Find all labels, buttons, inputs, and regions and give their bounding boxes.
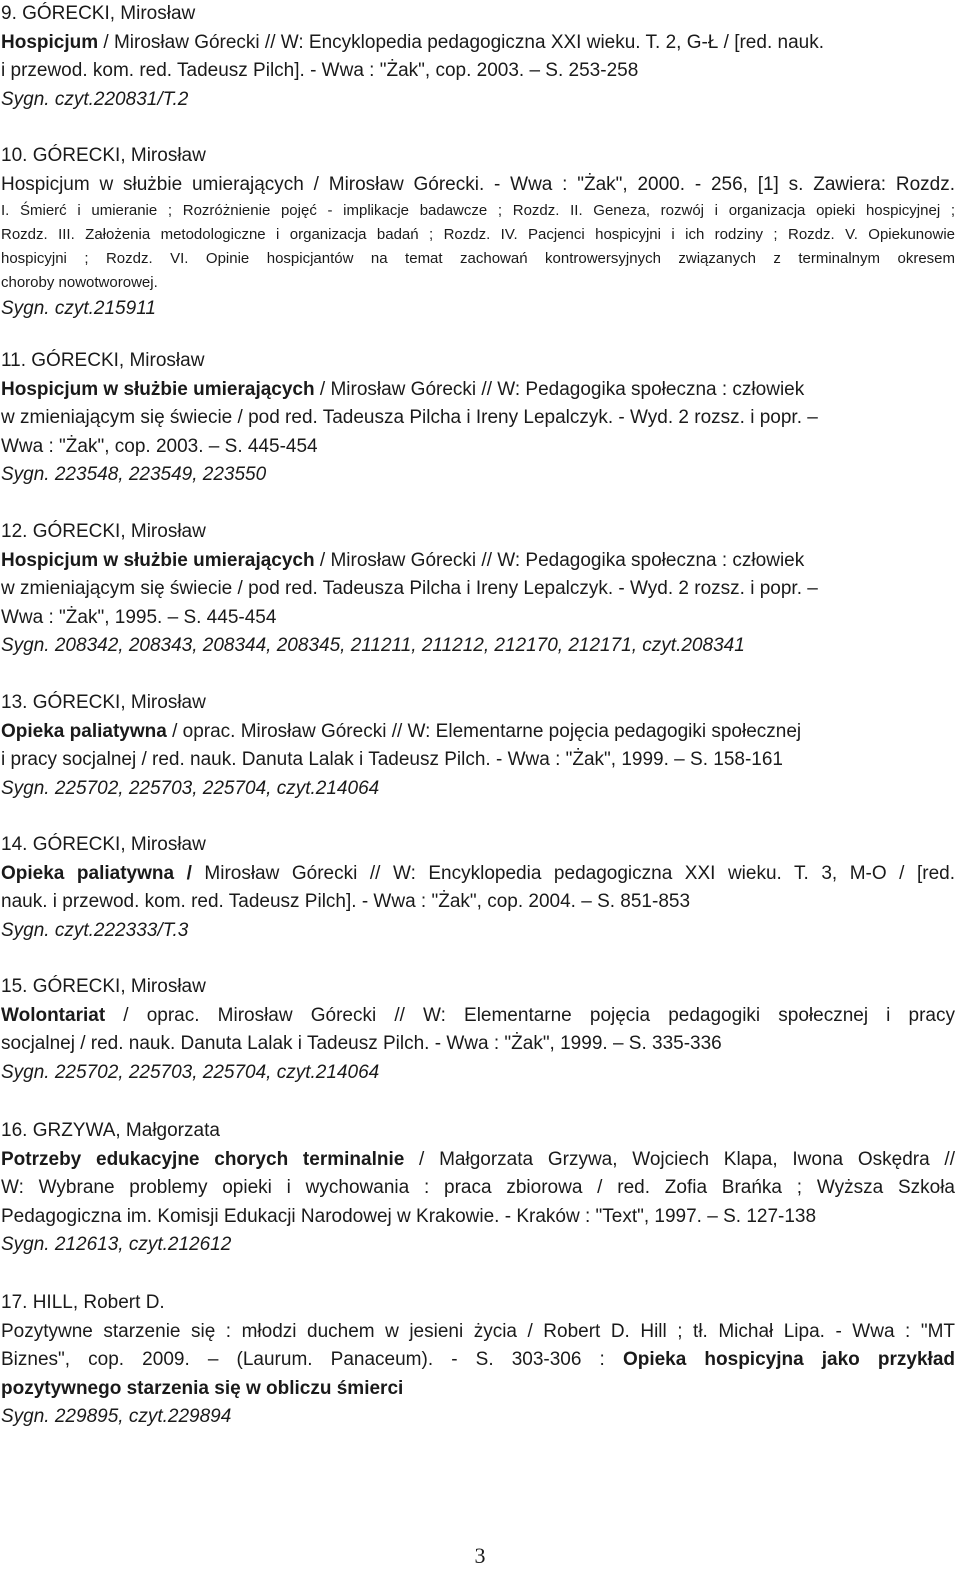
contents-note-line: Rozdz. III. Założenia metodologiczne i organizacja badań ; Rozdz. IV. Pacjenci hospicyjni i ich rodziny ; Rozdz. V. Opiekunowie xyxy=(1,226,955,243)
entry-text: Wwa : "Żak", cop. 2003. – S. 445-454 xyxy=(1,435,318,457)
entry-description-line xyxy=(1,1375,955,1404)
entry-description-line xyxy=(1,575,955,604)
entry-description-line xyxy=(1,376,955,405)
call-number: Sygn. 223548, 223549, 223550 xyxy=(1,464,267,485)
entry-text: socjalnej / red. nauk. Danuta Lalak i Tadeusz Pilch. - Wwa : "Żak", 1999. – S. 335-336 xyxy=(1,1033,722,1054)
entry-heading: 15. GÓRECKI, Mirosław xyxy=(1,976,206,997)
bibliography-entry xyxy=(1,973,955,1087)
entry-text: nauk. i przewod. kom. red. Tadeusz Pilch]. - Wwa : "Żak", cop. 2004. – S. 851-853 xyxy=(1,891,691,912)
entry-heading: 16. GRZYWA, Małgorzata xyxy=(1,1120,220,1141)
entry-title-text: Hospicjum w służbie umierających xyxy=(1,549,315,571)
bibliography-entry xyxy=(1,1117,955,1260)
entry-text: i pracy socjalnej / red. nauk. Danuta Lalak i Tadeusz Pilch. - Wwa : "Żak", 1999. – S. 158-161 xyxy=(1,749,783,770)
entry-heading: 12. GÓRECKI, Mirosław xyxy=(1,521,206,542)
entry-title-text: pozytywnego starzenia się w obliczu śmierci xyxy=(1,1377,404,1399)
bibliography-entry xyxy=(1,347,955,490)
bibliography-entry xyxy=(1,518,955,661)
call-number: Sygn. 229895, czyt.229894 xyxy=(1,1406,232,1427)
entry-description-line xyxy=(1,604,955,633)
call-number: Sygn. czyt.220831/T.2 xyxy=(1,88,189,110)
entry-description-line xyxy=(1,171,955,200)
entry-contents-note xyxy=(1,199,955,295)
entry-heading: 17. HILL, Robert D. xyxy=(1,1292,165,1313)
contents-note-line: choroby nowotworowej. xyxy=(1,274,158,291)
entry-text: Wwa : "Żak", 1995. – S. 445-454 xyxy=(1,606,277,628)
entry-description-line xyxy=(1,860,955,889)
entry-description-line xyxy=(1,746,955,775)
entry-heading: 10. GÓRECKI, Mirosław xyxy=(1,145,206,166)
entry-text: Hospicjum w służbie umierających / Mirosław Górecki. - Wwa : "Żak", 2000. - 256, [1] s. Zawiera: Rozdz. xyxy=(1,173,955,195)
call-number: Sygn. 225702, 225703, 225704, czyt.214064 xyxy=(1,777,380,799)
entry-text: / Mirosław Górecki // W: Pedagogika społeczna : człowiek xyxy=(314,549,805,571)
entry-description-line xyxy=(1,1346,955,1375)
entry-text: i przewod. kom. red. Tadeusz Pilch]. - Wwa : "Żak", cop. 2003. – S. 253-258 xyxy=(1,60,639,81)
entry-description-line xyxy=(1,404,955,433)
entry-text: Pozytywne starzenie się : młodzi duchem w jesieni życia / Robert D. Hill ; tł. Michał Lipa. - Wwa : "MT xyxy=(1,1320,955,1342)
entry-description-line xyxy=(1,1146,955,1175)
page-number: 3 xyxy=(474,1543,486,1568)
bibliography-entry xyxy=(1,831,955,945)
entry-description-line xyxy=(1,1203,955,1232)
call-number: Sygn. 225702, 225703, 225704, czyt.214064 xyxy=(1,1061,380,1083)
entry-heading: 9. GÓRECKI, Mirosław xyxy=(1,3,196,24)
bibliography-entry xyxy=(1,1289,955,1432)
entry-title-text: Opieka paliatywna xyxy=(1,720,167,742)
bibliography-entry xyxy=(1,689,955,803)
call-number: Sygn. 212613, czyt.212612 xyxy=(1,1234,232,1255)
entry-heading: 14. GÓRECKI, Mirosław xyxy=(1,834,206,855)
entry-title-text: Opieka hospicyjna jako przykład xyxy=(622,1349,955,1370)
entry-text: w zmieniającym się świecie / pod red. Tadeusza Pilcha i Ireny Lepalczyk. - Wyd. 2 rozsz. i popr. – xyxy=(1,407,818,428)
entry-heading: 13. GÓRECKI, Mirosław xyxy=(1,692,206,713)
call-number: Sygn. 208342, 208343, 208344, 208345, 211211, 211212, 212170, 212171, czyt.208341 xyxy=(1,635,745,656)
entry-text: w zmieniającym się świecie / pod red. Tadeusza Pilcha i Ireny Lepalczyk. - Wyd. 2 rozsz. i popr. – xyxy=(1,578,818,599)
entry-description-line xyxy=(1,433,955,462)
contents-note-line: hospicyjni ; Rozdz. VI. Opinie hospicjantów na temat zachowań kontrowersyjnych związanych z terminalnym okresem xyxy=(1,250,955,267)
entry-text: / Mirosław Górecki // W: Pedagogika społeczna : człowiek xyxy=(314,378,805,400)
entry-text: Mirosław Górecki // W: Encyklopedia pedagogiczna XXI wieku. T. 3, M-O / [red. xyxy=(191,862,955,884)
entry-text: W: Wybrane problemy opieki i wychowania : praca zbiorowa / red. Zofia Brańka ; Wyższa Szkoła xyxy=(1,1177,955,1198)
entry-heading: 11. GÓRECKI, Mirosław xyxy=(1,350,205,371)
entry-text: Biznes", cop. 2009. – (Laurum. Panaceum). - S. 303-306 : xyxy=(1,1349,623,1370)
contents-note-line: I. Śmierć i umieranie ; Rozróżnienie pojęć - implikacje badawcze ; Rozdz. II. Geneza, rozwój i organizacja opieki hospicyjnej ; xyxy=(1,202,955,219)
entry-text: / Małgorzata Grzywa, Wojciech Klapa, Iwona Oskędra // xyxy=(404,1148,955,1170)
entry-text: Pedagogiczna im. Komisji Edukacji Narodowej w Krakowie. - Kraków : "Text", 1997. – S. 127-138 xyxy=(1,1205,817,1227)
entry-title-text: Hospicjum xyxy=(1,31,99,53)
call-number: Sygn. czyt.215911 xyxy=(1,298,156,319)
entry-title-text: Potrzeby edukacyjne chorych terminalnie xyxy=(1,1148,405,1170)
entry-description-line xyxy=(1,547,955,576)
entry-text: / Mirosław Górecki // W: Encyklopedia pedagogiczna XXI wieku. T. 2, G-Ł / [red. nauk. xyxy=(98,31,824,53)
entry-description-line xyxy=(1,718,955,747)
entry-title-text: Opieka paliatywna / xyxy=(1,862,192,884)
bibliography-entry xyxy=(1,142,955,324)
entry-description-line xyxy=(1,1174,955,1203)
bibliography-entry xyxy=(1,0,955,114)
entry-title-text: Hospicjum w służbie umierających xyxy=(1,378,315,400)
entry-description-line xyxy=(1,1030,955,1059)
entry-description-line xyxy=(1,57,955,86)
entry-description-line xyxy=(1,1318,955,1347)
call-number: Sygn. czyt.222333/T.3 xyxy=(1,919,189,941)
entry-text: / oprac. Mirosław Górecki // W: Elementarne pojęcia pedagogiki społecznej i pracy xyxy=(105,1004,955,1026)
entry-title-text: Wolontariat xyxy=(1,1004,106,1026)
entry-description-line xyxy=(1,888,955,917)
entry-description-line xyxy=(1,29,955,58)
entry-text: / oprac. Mirosław Górecki // W: Elementarne pojęcia pedagogiki społecznej xyxy=(166,720,802,742)
entry-description-line xyxy=(1,1002,955,1031)
